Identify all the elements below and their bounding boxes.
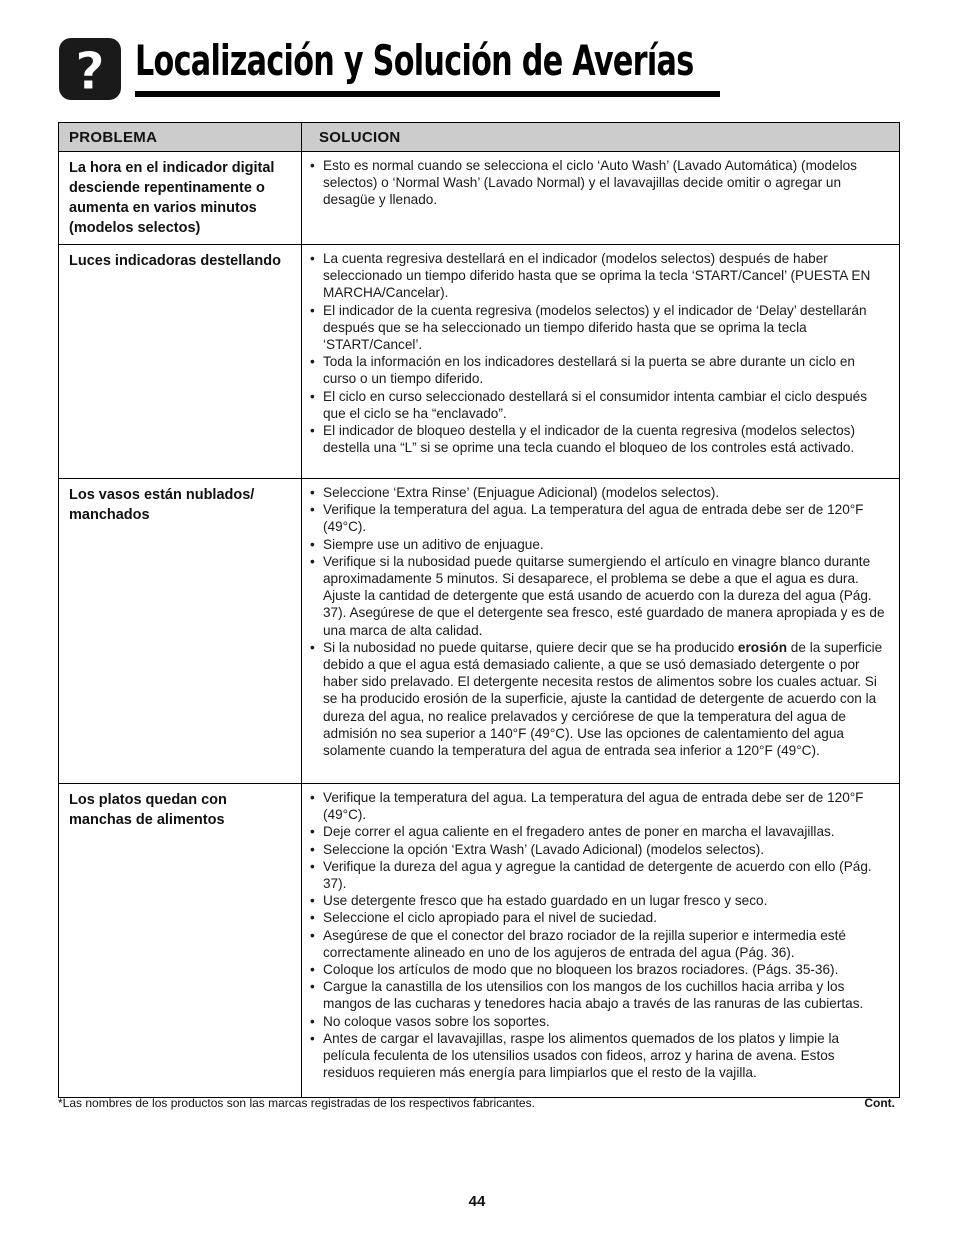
solution-item: • Si la nubosidad no puede quitarse, quiere decir que se ha producido erosión de la superficie debido a que el agua está demasiado caliente, a que se usó demasiado detergente o por haber sido prelavado. El detergente necesita restos de alimentos sobre los cuales actuar. Si se ha producido erosión de la superficie, ajuste la cantidad de detergente de acuerdo con la dureza del agua, no realice prelavados y cerciórese de que la temperatura del agua de admisión no sea superior a 140°F (49°C). Use las opciones de calentamiento del agua solamente cuando la temperatura del agua de entrada sea inferior a 120°F (49°C). [309,639,889,759]
title-underline [135,91,720,97]
table-row [59,784,900,1098]
solution-item: • Seleccione el ciclo apropiado para el nivel de suciedad. [309,909,889,926]
trademark-footnote: *Las nombres de los productos son las marcas registradas de los respectivos fabricantes. [58,1096,535,1110]
solution-item: • Deje correr el agua caliente en el fregadero antes de poner en marcha el lavavajillas. [309,823,889,840]
solution-item: • Seleccione la opción ‘Extra Wash’ (Lavado Adicional) (modelos selectos). [309,841,889,858]
page-header [59,36,724,102]
solution-item: • Coloque los artículos de modo que no bloqueen los brazos rociadores. (Págs. 35-36). [309,961,889,978]
solution-item: • El indicador de la cuenta regresiva (modelos selectos) y el indicador de ‘Delay’ destellarán después que se ha seleccionado un tiempo diferido hasta que se oprima la tecla ‘START/Cancel’. [309,302,889,354]
table-row [59,245,900,479]
solution-cell [302,479,900,784]
solution-item: • Siempre use un aditivo de enjuague. [309,536,889,553]
solution-item: • Asegúrese de que el conector del brazo rociador de la rejilla superior e intermedia esté correctamente alineado en uno de los agujeros de entrada del agua (Pág. 36). [309,927,889,961]
table-body [59,152,900,1098]
emphasis-erosion: erosión [737,639,788,655]
solution-cell [302,152,900,245]
solution-item: • Antes de cargar el lavavajillas, raspe los alimentos quemados de los platos y limpie la película feculenta de los utensilios usados con fideos, arroz y harina de avena. Estos residuos requieren más energía para limpiarlos que el resto de la vajilla. [309,1030,889,1082]
solution-item: • Verifique la temperatura del agua. La temperatura del agua de entrada debe ser de 120°F (49°C). [309,789,889,823]
table-row [59,479,900,784]
problem-cell: La hora en el indicador digital desciende repentinamente o aumenta en varios minutos (modelos selectos) [59,152,302,245]
problem-column-header: PROBLEMA [59,123,302,152]
solution-item: • La cuenta regresiva destellará en el indicador (modelos selectos) después de haber seleccionado un tiempo diferido hasta que se oprima la tecla ‘START/Cancel’ (PUESTA EN MARCHA/Cancelar). [309,250,889,302]
table-row [59,152,900,245]
svg-text:?: ? [74,42,106,100]
solution-column-header: SOLUCION [302,123,900,152]
continued-label: Cont. [864,1096,895,1110]
page-title: Localización y Solución de Averías [135,36,694,85]
troubleshooting-table [58,122,900,1098]
solution-item: • El ciclo en curso seleccionado destellará si el consumidor intenta cambiar el ciclo después que el ciclo se ha “enclavado”. [309,388,889,422]
solution-item: • Toda la información en los indicadores destellará si la puerta se abre durante un ciclo en curso o un tiempo diferido. [309,353,889,387]
solution-cell [302,245,900,479]
solution-cell [302,784,900,1098]
solution-item: • Cargue la canastilla de los utensilios con los mangos de los cuchillos hacia arriba y los mangos de las cucharas y tenedores hacia abajo a través de las ranuras de las cubiertas. [309,978,889,1012]
solution-item: • El indicador de bloqueo destella y el indicador de la cuenta regresiva (modelos selectos) destella una “L” si se oprime una tecla cuando el bloqueo de los controles está activado. [309,422,889,456]
table-header-row [59,123,900,152]
solution-item: • Seleccione ‘Extra Rinse’ (Enjuague Adicional) (modelos selectos). [309,484,889,501]
solution-item: • Esto es normal cuando se selecciona el ciclo ‘Auto Wash’ (Lavado Automática) (modelos selectos) o ‘Normal Wash’ (Lavado Normal) y el lavavajillas decide omitir o agregar un desagüe y llenado. [309,157,889,209]
problem-cell: Luces indicadoras destellando [59,245,302,479]
problem-cell: Los platos quedan con manchas de alimentos [59,784,302,1098]
solution-list [309,484,889,759]
solution-item: • Use detergente fresco que ha estado guardado en un lugar fresco y seco. [309,892,889,909]
solution-list [309,157,889,209]
solution-list [309,250,889,456]
question-mark-icon [59,38,121,100]
solution-item: • Verifique si la nubosidad puede quitarse sumergiendo el artículo en vinagre blanco durante aproximadamente 5 minutos. Si desaparece, el problema se debe a que el agua es dura. Ajuste la cantidad de detergente que está usando de acuerdo con la dureza del agua (Pág. 37). Asegúrese de que el detergente sea fresco, esté guardado de manera apropiada y es de una marca de alta calidad. [309,553,889,639]
solution-item: • Verifique la temperatura del agua. La temperatura del agua de entrada debe ser de 120°F (49°C). [309,501,889,535]
page-number: 44 [468,1193,486,1210]
solution-list [309,789,889,1081]
solution-item: • No coloque vasos sobre los soportes. [309,1013,889,1030]
problem-cell: Los vasos están nublados/ manchados [59,479,302,784]
solution-item: • Verifique la dureza del agua y agregue la cantidad de detergente de acuerdo con ello (Pág. 37). [309,858,889,892]
